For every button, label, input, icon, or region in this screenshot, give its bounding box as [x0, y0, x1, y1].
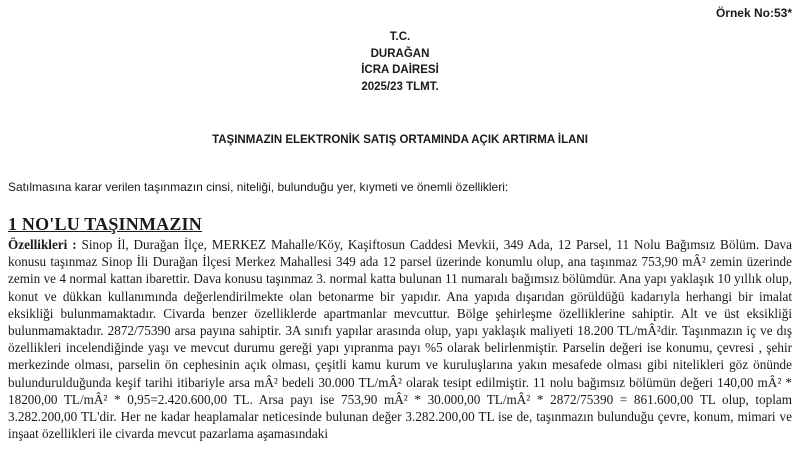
property-heading: 1 NO'LU TAŞINMAZIN: [8, 214, 202, 234]
announcement-title: TAŞINMAZIN ELEKTRONİK SATIŞ ORTAMINDA AÇIK ARTIRMA İLANI: [212, 134, 588, 146]
example-number: Örnek No:53*: [715, 6, 792, 20]
header-office: İCRA DAİRESİ: [361, 64, 439, 76]
header-tc: T.C.: [389, 31, 411, 43]
properties-text: Sinop İl, Durağan İlçe, MERKEZ Mahalle/Köy, Kaşiftosun Caddesi Mevkii, 349 Ada, 12 Parsel, 11 Nolu Bağımsız Bölüm. Dava konusu taşınmaz Sinop İli Durağan İlçesi Merkez Mahallesi 349 ada 12 parsel üzerinde konumlu olup, ana taşınmaz 753,90 mÂ² zemin üzerinde zemin ve 4 normal kattan ibarettir. Dava konusu taşınmaz 3. normal katta bulunan 11 numaralı bağımsız bölümdür. Ana yapı yaklaşık 10 yıllık olup, konut ve dükkan kullanımında değerlendirilmekte olan betonarme bir yapıdır. Ana yapıda dışarıdan görüldüğü kadarıyla herhangi bir imalat eksikliği bulunmamaktadır. Civarda benzer özelliklerde apartmanlar mevcuttur. Bölge şehirleşme özelliklerine sahiptir. Alt ve üst eksikliği bulunmamaktadır. 2872/75390 arsa payına sahiptir. 3A sınıfı yapılar arasında olup, yapı yaklaşık maliyeti 18.200 TL/mÂ²dir. Taşınmazın iç ve dış özellikleri incelendiğinde yaşı ve mevcut durumu gereği yapı yıpranma payı %5 olarak belirlenmiştir. Parselin değeri ise konumu, çevresi , şehir merkezinde olması, parselin ön cephesinin açık olması, çeşitli kamu kurum ve kuruluşlarına yakın mesafede olması gibi nitelikleri göz önünde bulundurulduğunda keşif tarihi itibariyle arsa mÂ² bedeli 30.000 TL/mÂ² olarak tesipt edilmiştir. 11 nolu bağımsız bölümün değeri 140,00 mÂ² * 18200,00 TL/mÂ² * 0,95=2.420.600,00 TL. Arsa payı ise 753,90 mÂ² * 30.000,00 TL/mÂ² * 2872/75390 = 861.600,00 TL olup, toplam 3.282.200,00 TL'dir. Her ne kadar heaplamalar neticesinde bulunan değer 3.282.200,00 TL ise de, taşınmazın bulunduğu çevre, konum, mimari ve inşaat özellikleri ile civarda mevcut pazarlama aşamasındaki: [8, 237, 792, 442]
header-district: DURAĞAN: [370, 47, 430, 60]
document-header: [0, 29, 800, 95]
property-description: [8, 236, 792, 442]
header-file-number: 2025/23 TLMT.: [361, 80, 439, 93]
properties-label: Özellikleri :: [8, 237, 77, 252]
intro-text: Satılmasına karar verilen taşınmazın cinsi, niteliği, bulunduğu yer, kıymeti ve önemli özellikleri:: [8, 180, 509, 194]
